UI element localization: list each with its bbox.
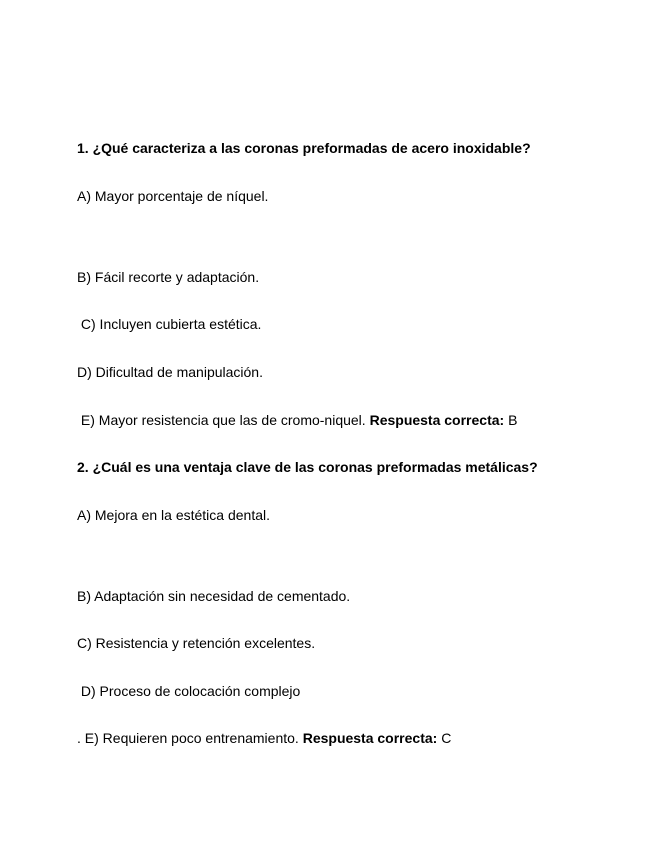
question-2-title: 2. ¿Cuál es una ventaja clave de las coronas preformadas metálicas?	[77, 459, 538, 475]
question-1-option-c: C) Incluyen cubierta estética.	[77, 316, 262, 332]
question-2-option-e-line	[77, 730, 451, 746]
question-1-option-d: D) Dificultad de manipulación.	[77, 364, 263, 380]
question-2-answer-value: C	[437, 730, 452, 746]
question-2-answer-label: Respuesta correcta:	[302, 730, 438, 746]
question-1-option-b: B) Fácil recorte y adaptación.	[77, 269, 260, 285]
question-1-answer-label: Respuesta correcta:	[369, 412, 505, 428]
question-2-option-c: C) Resistencia y retención excelentes.	[77, 635, 316, 651]
question-2-option-d: D) Proceso de colocación complejo	[77, 683, 301, 699]
question-1-answer-value: B	[504, 412, 518, 428]
question-1-option-a: A) Mayor porcentaje de níquel.	[77, 188, 269, 204]
question-1-option-e: E) Mayor resistencia que las de cromo-niquel.	[77, 412, 370, 428]
question-1-option-e-line	[77, 412, 517, 428]
question-2-option-b: B) Adaptación sin necesidad de cementado.	[77, 588, 351, 604]
question-2-option-a: A) Mejora en la estética dental.	[77, 507, 270, 523]
question-1-title: 1. ¿Qué caracteriza a las coronas preformadas de acero inoxidable?	[77, 140, 531, 156]
question-2-option-e: . E) Requieren poco entrenamiento.	[77, 730, 303, 746]
